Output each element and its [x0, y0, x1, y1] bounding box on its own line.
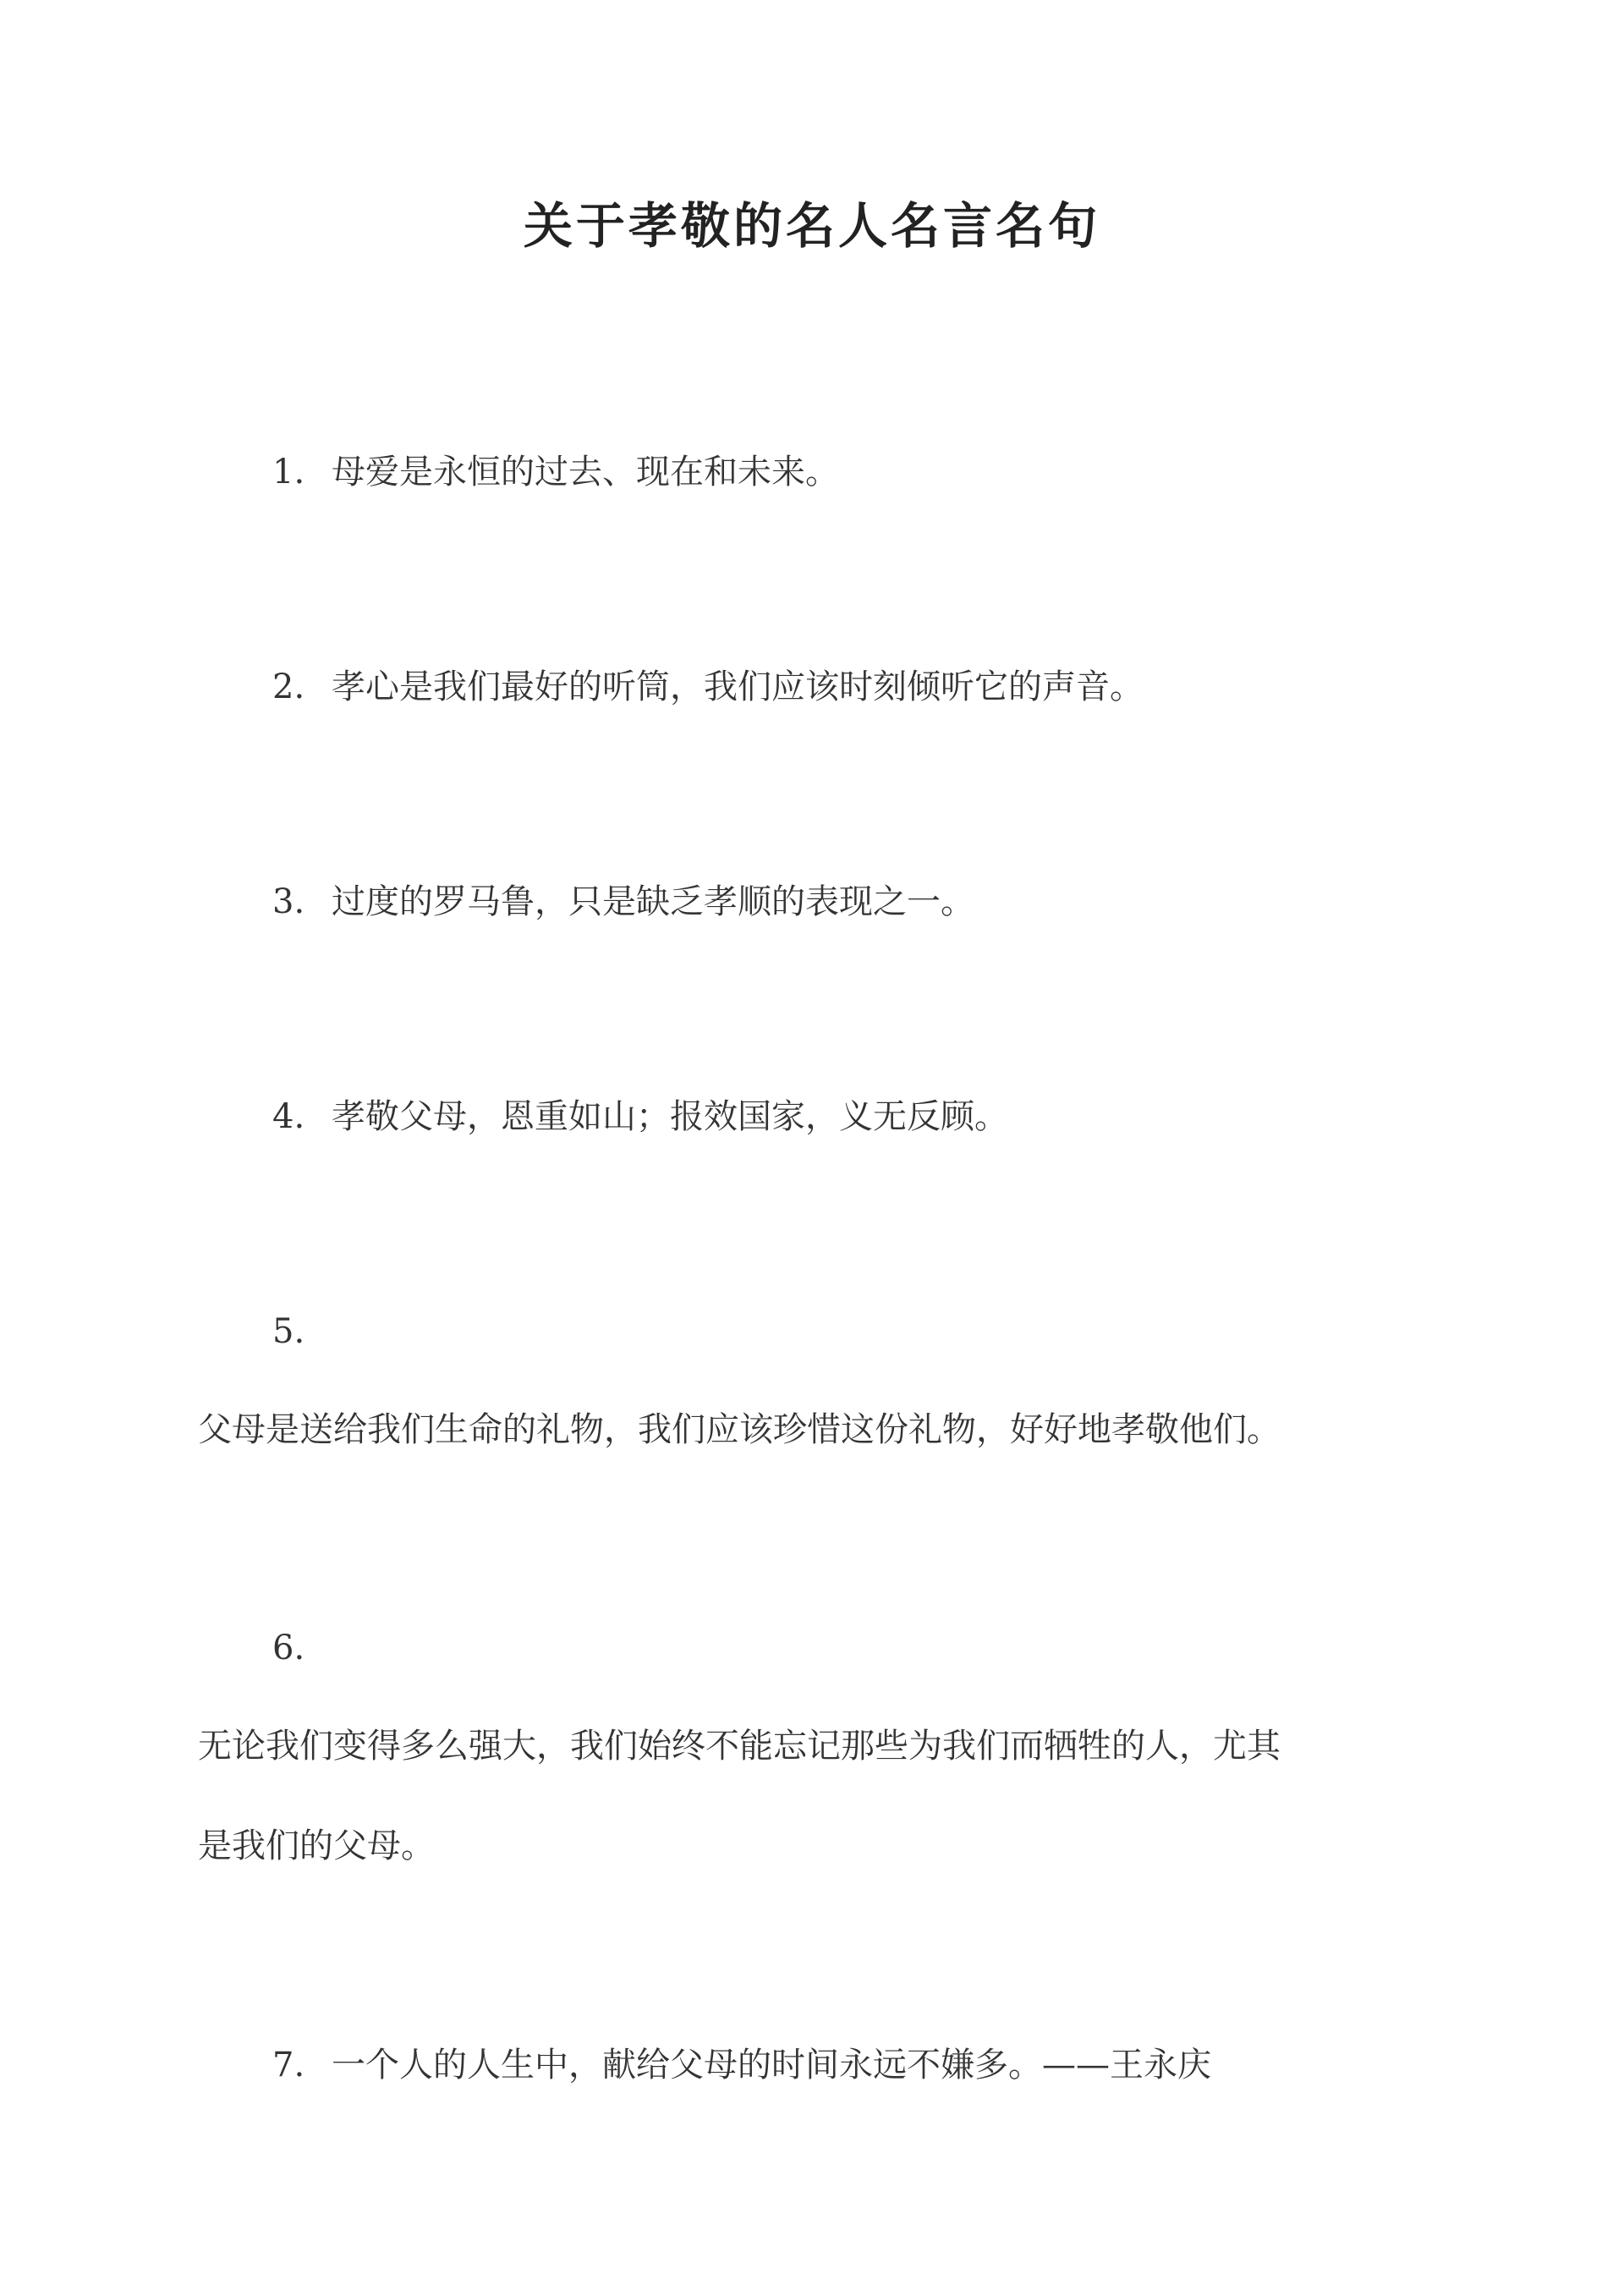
item-text-line-1: 无论我们变得多么强大，我们始终不能忘记那些为我们而牺牲的人，尤其 — [198, 1727, 1281, 1766]
item-number: 7. — [272, 2046, 305, 2085]
item-number: 2. — [272, 667, 305, 706]
item-text: 孝敬父母，恩重如山；报效国家，义无反顾。 — [332, 1097, 1008, 1136]
item-number: 6. — [272, 1629, 305, 1667]
item-text: 母爱是永恒的过去、现在和未来。 — [332, 453, 839, 492]
item-number: 1. — [272, 453, 305, 492]
item-text-line-2: 是我们的父母。 — [198, 1826, 435, 1865]
item-text: 过度的罗马鲁，只是缺乏孝顺的表现之一。 — [332, 882, 974, 921]
document-title: 关于孝敬的名人名言名句 — [523, 197, 1100, 255]
item-number: 4. — [272, 1097, 305, 1136]
item-number: 3. — [272, 882, 305, 921]
item-text: 一个人的人生中，献给父母的时间永远不嫌多。——王永庆 — [332, 2046, 1211, 2085]
item-text: 孝心是我们最好的听筒，我们应该时刻倾听它的声音。 — [332, 667, 1144, 706]
item-text: 父母是送给我们生命的礼物，我们应该珍惜这份礼物，好好地孝敬他们。 — [198, 1410, 1281, 1449]
item-number: 5. — [272, 1312, 305, 1351]
